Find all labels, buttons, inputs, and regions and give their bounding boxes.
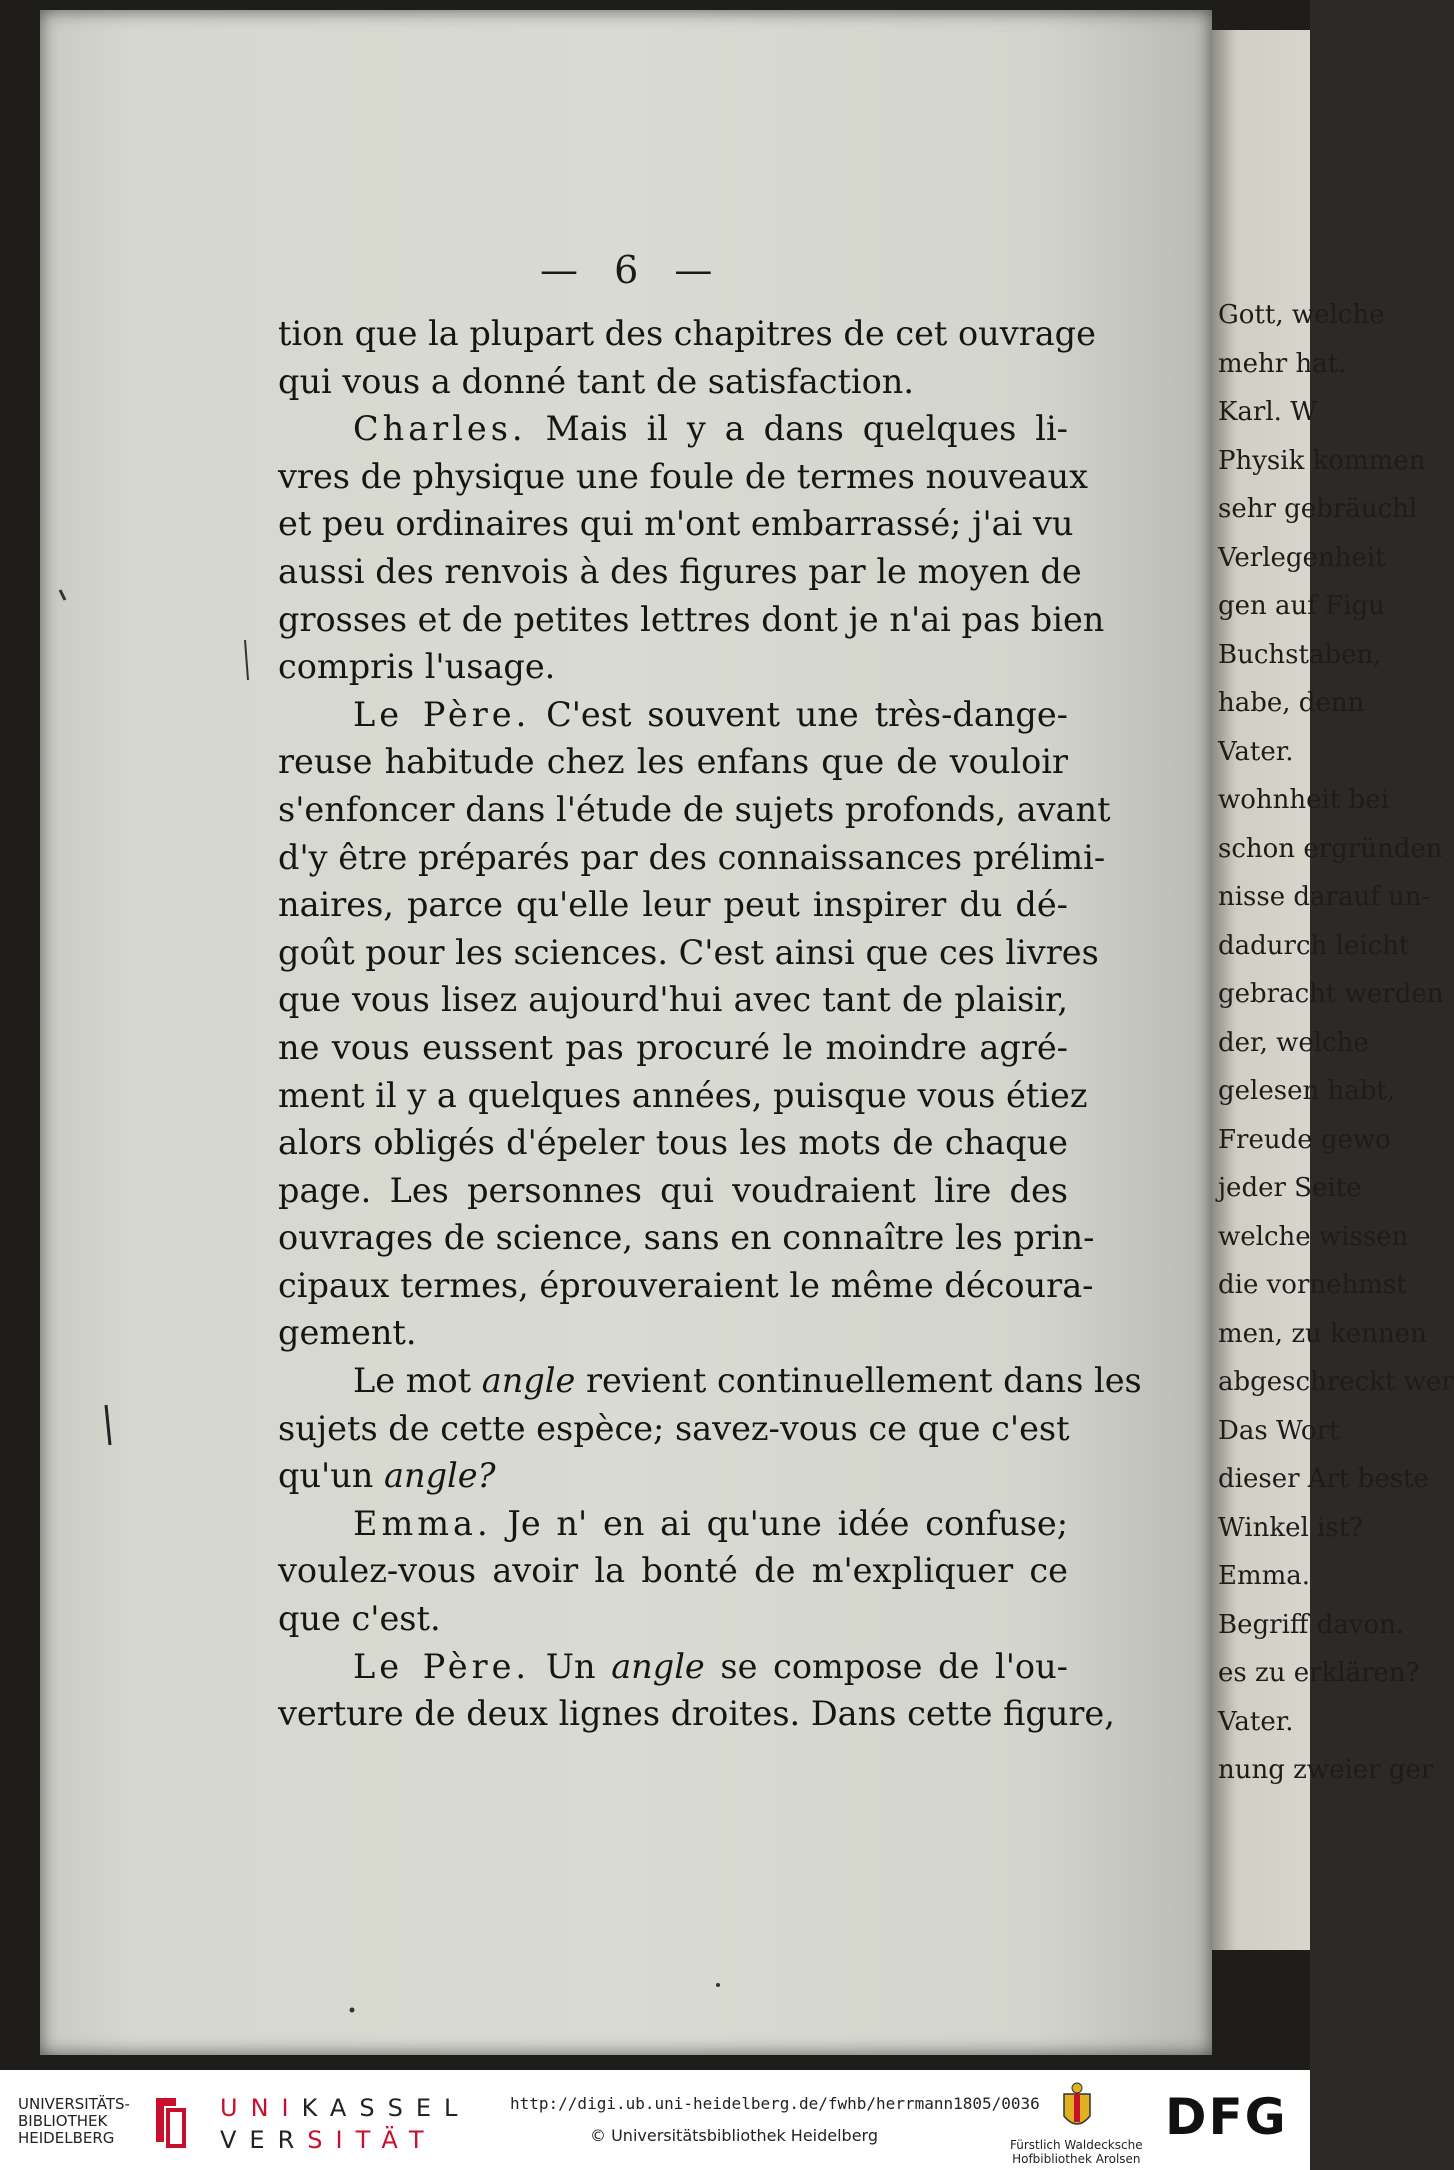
text-line xyxy=(278,1500,1068,1548)
text-segment: verture de deux lignes droites. Dans cette figure, xyxy=(278,1694,1115,1734)
adjacent-page-text: jeder Seite xyxy=(1218,1173,1362,1203)
text-line xyxy=(278,310,1096,358)
text-line xyxy=(278,405,1068,453)
text-segment: et peu ordinaires qui m'ont embarrassé; j'ai vu xyxy=(278,504,1074,544)
adjacent-page-text: Begriff davon. xyxy=(1218,1609,1405,1640)
adjacent-page-text: welche wissen xyxy=(1218,1221,1409,1252)
adjacent-page-text: Winkel ist? xyxy=(1218,1512,1364,1543)
text-segment: Le mot xyxy=(353,1361,482,1401)
text-line xyxy=(278,1214,1095,1262)
text-line xyxy=(278,834,1106,882)
adjacent-page-text: Physik kommen xyxy=(1218,445,1426,476)
adjacent-page-text: mehr hat. xyxy=(1218,348,1347,379)
waldeck-line: Hofbibliothek Arolsen xyxy=(1012,2152,1141,2166)
library-name xyxy=(18,2096,130,2147)
text-line xyxy=(278,976,1068,1024)
text-segment: revient continuellement dans les xyxy=(575,1361,1142,1401)
adjacent-page-text: dadurch leicht xyxy=(1218,930,1410,961)
adjacent-page-fragment xyxy=(1212,30,1454,1950)
adjacent-page-text: gen auf Figu xyxy=(1218,591,1385,621)
text-line xyxy=(278,453,1088,501)
text-segment: goût pour les sciences. C'est ainsi que ces livres xyxy=(278,932,1099,972)
text-line xyxy=(278,1452,1068,1500)
text-segment: qui vous a donné tant de satisfaction. xyxy=(278,361,915,401)
italic-term: angle xyxy=(611,1646,705,1686)
text-line xyxy=(278,738,1068,786)
text-segment: aussi des renvois à des figures par le moyen de xyxy=(278,551,1082,591)
library-logo-icon xyxy=(150,2092,190,2150)
text-segment: Mais il y a dans quelques li- xyxy=(526,409,1068,449)
text-line xyxy=(278,1309,1068,1357)
text-line xyxy=(278,1357,1142,1405)
text-segment: que vous lisez aujourd'hui avec tant de plaisir, xyxy=(278,980,1068,1020)
adjacent-page-text: men, zu kennen xyxy=(1218,1318,1427,1349)
text-segment: gement. xyxy=(278,1313,417,1353)
text-line xyxy=(278,1405,1068,1453)
text-segment: voulez-vous avoir la bonté de m'expliquer ce xyxy=(278,1551,1068,1591)
adjacent-page-text: gelesen habt, xyxy=(1218,1076,1396,1106)
text-line xyxy=(278,1690,1115,1738)
text-line xyxy=(278,929,1099,977)
adjacent-page-text: nung zweier ger xyxy=(1218,1755,1434,1785)
italic-term: angle xyxy=(481,1361,576,1401)
uni-kassel-line: VERSITÄT xyxy=(220,2126,437,2154)
text-segment: grosses et de petites lettres dont je n'ai pas bien xyxy=(278,599,1105,639)
adjacent-page-text: Das Wort xyxy=(1218,1415,1340,1446)
text-line xyxy=(278,500,1074,548)
text-line xyxy=(278,691,1068,739)
text-segment: ne vous eussent pas procuré le moindre agré- xyxy=(278,1027,1068,1067)
uni-kassel-line: UNIKASSEL xyxy=(220,2094,471,2122)
text-line xyxy=(278,1072,1088,1120)
text-segment: que c'est. xyxy=(278,1599,441,1639)
text-segment: sujets de cette espèce; savez-vous ce que c'est xyxy=(278,1408,1070,1448)
adjacent-page-text: Emma. xyxy=(1218,1561,1311,1591)
text-segment: cipaux termes, éprouveraient le même découra- xyxy=(278,1265,1094,1305)
speaker-name: Emma. xyxy=(353,1503,492,1543)
library-name-line: BIBLIOTHEK xyxy=(18,2112,108,2130)
text-segment: C'est souvent une très-dange- xyxy=(530,694,1068,734)
dfg-logo: DFG xyxy=(1165,2088,1288,2146)
adjacent-page-text: gebracht werden xyxy=(1218,979,1444,1009)
text-segment: naires, parce qu'elle leur peut inspirer du dé- xyxy=(278,885,1068,925)
library-name-line: UNIVERSITÄTS- xyxy=(18,2095,130,2113)
body-text xyxy=(278,310,1142,1738)
adjacent-page-text: wohnheit bei xyxy=(1218,785,1389,815)
adjacent-page-text: dieser Art beste xyxy=(1218,1464,1429,1494)
adjacent-page-text: Vater. xyxy=(1218,1706,1294,1737)
page-number: — 6 — xyxy=(540,248,725,292)
adjacent-page-text: Karl. W xyxy=(1218,397,1317,427)
text-line xyxy=(278,1643,1068,1691)
waldeck-line: Fürstlich Waldecksche xyxy=(1010,2138,1143,2152)
text-line xyxy=(278,881,1068,929)
adjacent-page-text: habe, denn xyxy=(1218,688,1365,718)
text-segment: d'y être préparés par des connaissances prélimi- xyxy=(278,837,1106,877)
speaker-name: Le Père. xyxy=(353,1646,531,1686)
text-line xyxy=(278,1167,1068,1215)
text-line xyxy=(278,1024,1068,1072)
text-line xyxy=(278,1262,1094,1310)
text-segment: qu'un xyxy=(278,1456,385,1496)
text-line xyxy=(278,596,1105,644)
adjacent-page-text: Verlegenheit xyxy=(1218,542,1386,573)
footer-bar xyxy=(0,2070,1310,2170)
adjacent-page-text: es zu erklären? xyxy=(1218,1658,1420,1688)
adjacent-page-text: Vater. xyxy=(1218,736,1294,767)
text-segment: Je n' en ai qu'une idée confuse; xyxy=(491,1503,1068,1543)
adjacent-page-text: Freude gewo xyxy=(1218,1124,1391,1155)
text-segment: se compose de l'ou- xyxy=(704,1646,1068,1686)
text-segment: tion que la plupart des chapitres de cet ouvrage xyxy=(278,314,1096,353)
text-line xyxy=(278,358,1068,406)
waldeck-library xyxy=(1010,2138,1143,2166)
coat-of-arms-icon xyxy=(1060,2080,1094,2136)
speaker-name: Le Père. xyxy=(353,694,531,734)
text-segment: s'enfoncer dans l'étude de sujets profonds, avant xyxy=(278,789,1111,829)
adjacent-page-text: nisse darauf un- xyxy=(1218,882,1431,912)
text-segment: page. Les personnes qui voudraient lire des xyxy=(278,1170,1068,1210)
text-segment: reuse habitude chez les enfans que de vouloir xyxy=(278,742,1068,782)
adjacent-page-text: schon ergründen xyxy=(1218,833,1443,864)
text-segment: ment il y a quelques années, puisque vous étiez xyxy=(278,1075,1088,1115)
adjacent-page-text: abgeschreckt wer xyxy=(1218,1367,1454,1397)
text-segment: Un xyxy=(530,1646,612,1686)
text-line xyxy=(278,1119,1068,1167)
text-line xyxy=(278,643,1068,691)
text-segment: alors obligés d'épeler tous les mots de chaque xyxy=(278,1123,1068,1163)
adjacent-page-text: der, welche xyxy=(1218,1027,1369,1058)
library-name-line: HEIDELBERG xyxy=(18,2129,115,2147)
copyright-notice: © Universitätsbibliothek Heidelberg xyxy=(590,2126,879,2145)
text-segment: vres de physique une foule de termes nouveaux xyxy=(278,456,1088,496)
text-segment: ouvrages de science, sans en connaître les prin- xyxy=(278,1218,1095,1258)
speaker-name: Charles. xyxy=(353,409,527,449)
adjacent-page-text: die vornehmst xyxy=(1218,1270,1407,1300)
adjacent-page-text: Buchstaben, xyxy=(1218,639,1382,670)
text-line xyxy=(278,548,1082,596)
permalink-url[interactable]: http://digi.ub.uni-heidelberg.de/fwhb/herrmann1805/0036 xyxy=(510,2094,1040,2113)
text-segment: compris l'usage. xyxy=(278,647,556,687)
adjacent-page-text: sehr gebräuchl xyxy=(1218,494,1418,524)
text-line xyxy=(278,1547,1068,1595)
text-line xyxy=(278,1595,1068,1643)
uni-kassel-logo xyxy=(220,2092,470,2156)
italic-term: angle? xyxy=(384,1456,496,1496)
adjacent-page-text: Gott, welche xyxy=(1218,300,1385,330)
text-line xyxy=(278,786,1111,834)
